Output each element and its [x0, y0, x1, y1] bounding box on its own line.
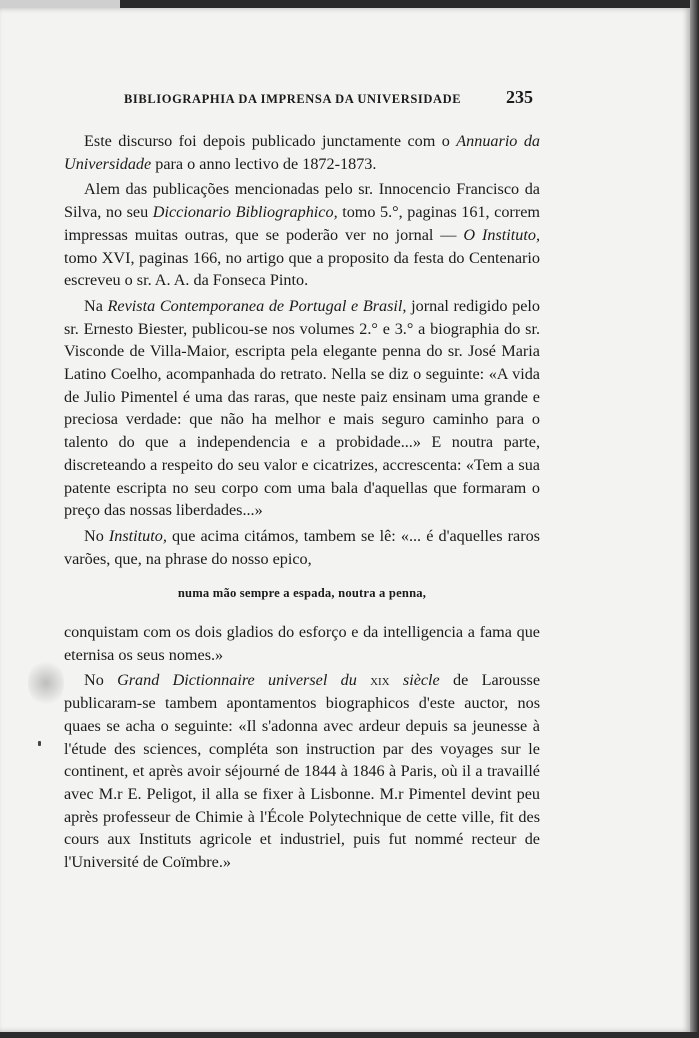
page-number: 235	[506, 87, 533, 107]
text-segment: de Larousse publicaram-se tambem apontamentos biographicos d'este auctor, nos quaes se acha o seguinte: «Il s'adonna avec ardeur depuis sa jeunesse à l'étude des sciences, compléta son instruction par des voyages sur le continent, et après avoir séjourné de 1844 à 1846 à Paris, où il a travaillé avec M.r E. Peligot, il alla se fixer à Lisbonne. M.r Pimentel devint peu après professeur de Chimie à l'École Polytechnique de cette ville, fit des cours aux Instituts agricole et industriel, puis fut nommé recteur de l'Université de Coïmbre.»	[64, 671, 540, 872]
text-segment: tomo XVI, paginas 166, no artigo que a proposito da festa do Centenario escreveu o sr. A. A. da Fonseca Pinto.	[64, 248, 540, 290]
italic-text-segment: siècle	[402, 671, 440, 690]
scan-bottom-edge	[0, 1032, 699, 1038]
text-segment: que acima citámos, tambem se lê: «... é d'aquelles raros varões, que, na phrase do nosso epico,	[64, 526, 540, 568]
text-segment: xix	[356, 671, 403, 690]
paragraph-2	[64, 178, 540, 292]
text-segment: para o anno lectivo de 1872-1873.	[151, 154, 377, 173]
italic-text-segment: Revista Contemporanea de Portugal e Brasil,	[107, 296, 407, 315]
page-smudge	[28, 658, 64, 708]
scan-right-edge	[690, 0, 699, 1038]
text-segment: No	[84, 526, 109, 545]
running-title: BIBLIOGRAPHIA DA IMPRENSA DA UNIVERSIDADE	[124, 92, 462, 106]
book-page	[0, 8, 690, 1032]
italic-text-segment: Grand Dictionnaire universel du	[117, 671, 357, 690]
text-segment: Este discurso foi depois publicado junctamente com o	[84, 132, 457, 150]
paragraph-4	[64, 525, 540, 570]
italic-text-segment: Annuario da Universidade	[64, 132, 541, 173]
italic-text-segment: O Instituto,	[463, 225, 541, 244]
verse-quote: numa mão sempre a espada, noutra a penna,	[177, 586, 427, 601]
text-segment: Alem das publicações mencionadas pelo sr. Innocencio Francisco da Silva, no seu	[64, 180, 540, 222]
paragraph-continuation: conquistam com os dois gladios do esforço e da intelligencia a fama que eternisa os seus nomes.»	[64, 623, 540, 664]
paragraph-5	[64, 669, 540, 873]
scan-top-edge-light	[0, 0, 120, 8]
text-segment: No	[84, 671, 118, 690]
body-text	[64, 130, 540, 874]
margin-mark	[38, 741, 41, 746]
text-segment: jornal redigido pelo sr. Ernesto Biester, publicou-se nos volumes 2.° e 3.° a biographia do sr. Visconde de Villa-Maior, escripta pela elegante penna do sr. José Maria Latino Coelho, acompanhada do retrato. Nella se diz o seguinte: «A vida de Julio Pimentel é uma das raras, que neste paiz ensinam uma grande e preciosa verdade: que não ha melhor e mais seguro caminho para o talento do que a independencia e a probidade...» E noutra parte, discreteando a respeito do seu valor e cicatrizes, accrescenta: «Tem a sua patente escripta no seu corpo com uma bala d'aquellas que formaram o preço das nossas liberdades...»	[64, 296, 541, 520]
paragraph-1	[64, 130, 540, 175]
italic-text-segment: Instituto,	[108, 526, 167, 545]
text-segment: tomo 5.°, paginas 161, correm impressas muitas outras, que se poderão ver no jornal —	[64, 203, 540, 244]
italic-text-segment: Diccionario Bibliographico,	[152, 203, 338, 222]
text-segment: Na	[84, 296, 108, 315]
paragraph-3	[64, 295, 540, 522]
